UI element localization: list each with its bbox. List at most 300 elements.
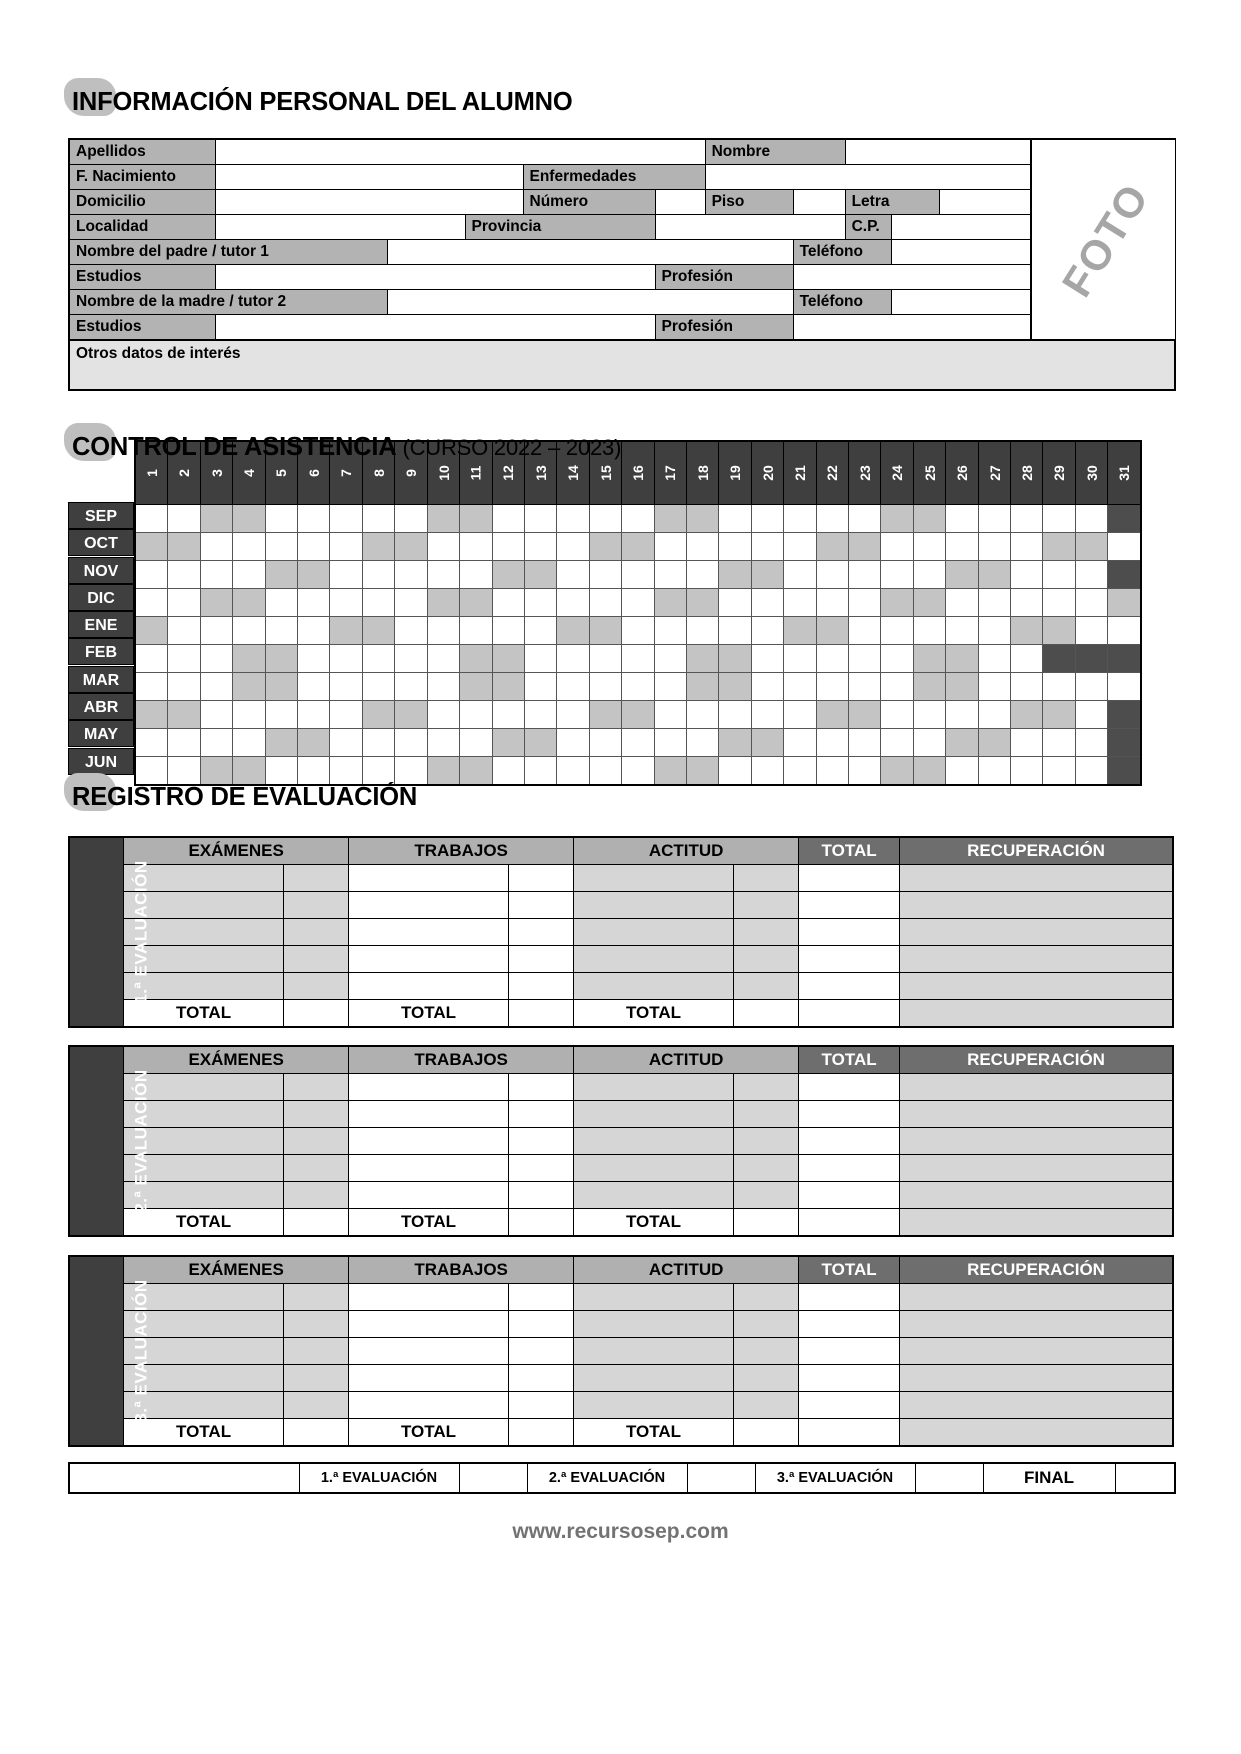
attendance-cell[interactable] <box>427 673 459 701</box>
attendance-cell[interactable] <box>1075 617 1107 645</box>
attendance-cell[interactable] <box>460 505 492 533</box>
attendance-cell[interactable] <box>913 533 945 561</box>
attendance-cell[interactable] <box>1108 589 1141 617</box>
evaluation-input-cell[interactable] <box>900 1365 1173 1392</box>
evaluation-input-cell[interactable] <box>508 1392 573 1419</box>
evaluation-input-cell[interactable] <box>508 1155 573 1182</box>
attendance-cell[interactable] <box>395 645 427 673</box>
attendance-cell[interactable] <box>848 645 880 673</box>
attendance-cell[interactable] <box>492 505 524 533</box>
attendance-cell[interactable] <box>589 533 621 561</box>
attendance-cell[interactable] <box>589 561 621 589</box>
attendance-cell[interactable] <box>589 589 621 617</box>
attendance-cell[interactable] <box>719 617 751 645</box>
attendance-cell[interactable] <box>686 729 718 757</box>
evaluation-input-cell[interactable] <box>799 1338 900 1365</box>
attendance-cell[interactable] <box>200 505 232 533</box>
evaluation-input-cell[interactable] <box>574 1338 734 1365</box>
attendance-cell[interactable] <box>168 701 200 729</box>
attendance-cell[interactable] <box>719 673 751 701</box>
attendance-cell[interactable] <box>686 673 718 701</box>
evaluation-input-cell[interactable] <box>799 1284 900 1311</box>
attendance-cell[interactable] <box>881 673 913 701</box>
evaluation-input-cell[interactable] <box>283 1311 348 1338</box>
attendance-cell[interactable] <box>978 533 1010 561</box>
attendance-cell[interactable] <box>330 505 362 533</box>
attendance-cell[interactable] <box>168 673 200 701</box>
attendance-cell[interactable] <box>978 617 1010 645</box>
attendance-cell[interactable] <box>395 701 427 729</box>
attendance-cell[interactable] <box>719 561 751 589</box>
evaluation-input-cell[interactable] <box>508 1101 573 1128</box>
evaluation-input-cell[interactable] <box>900 1074 1173 1101</box>
attendance-cell[interactable] <box>978 589 1010 617</box>
attendance-cell[interactable] <box>233 589 265 617</box>
attendance-cell[interactable] <box>622 757 654 786</box>
attendance-cell[interactable] <box>881 645 913 673</box>
evaluation-input-cell[interactable] <box>900 1128 1173 1155</box>
attendance-cell[interactable] <box>1108 617 1141 645</box>
evaluation-input-cell[interactable] <box>574 1155 734 1182</box>
attendance-cell[interactable] <box>881 729 913 757</box>
evaluation-input-cell[interactable] <box>349 1365 509 1392</box>
attendance-cell[interactable] <box>654 533 686 561</box>
evaluation-input-cell[interactable] <box>574 1074 734 1101</box>
evaluation-input-cell[interactable] <box>733 1155 798 1182</box>
attendance-cell[interactable] <box>168 589 200 617</box>
attendance-cell[interactable] <box>1011 645 1043 673</box>
attendance-cell[interactable] <box>978 729 1010 757</box>
attendance-cell[interactable] <box>265 645 297 673</box>
evaluation-input-cell[interactable] <box>799 1392 900 1419</box>
evaluation-input-cell[interactable] <box>799 865 900 892</box>
evaluation-input-cell[interactable] <box>733 919 798 946</box>
attendance-cell[interactable] <box>1011 533 1043 561</box>
attendance-cell[interactable] <box>427 589 459 617</box>
attendance-cell[interactable] <box>395 589 427 617</box>
evaluation-input-cell[interactable] <box>799 1311 900 1338</box>
attendance-cell[interactable] <box>524 589 556 617</box>
attendance-cell[interactable] <box>719 505 751 533</box>
attendance-cell[interactable] <box>362 533 394 561</box>
attendance-cell[interactable] <box>265 617 297 645</box>
attendance-cell[interactable] <box>589 701 621 729</box>
attendance-cell[interactable] <box>298 533 330 561</box>
evaluation-input-cell[interactable] <box>799 892 900 919</box>
attendance-cell[interactable] <box>460 533 492 561</box>
attendance-cell[interactable] <box>135 561 168 589</box>
attendance-cell[interactable] <box>362 645 394 673</box>
evaluation-input-cell[interactable] <box>574 1365 734 1392</box>
evaluation-total-value[interactable] <box>733 1209 798 1237</box>
evaluation-input-cell[interactable] <box>349 946 509 973</box>
attendance-cell[interactable] <box>265 533 297 561</box>
attendance-cell[interactable] <box>816 673 848 701</box>
attendance-cell[interactable] <box>913 561 945 589</box>
attendance-cell[interactable] <box>654 561 686 589</box>
attendance-cell[interactable] <box>784 589 816 617</box>
attendance-cell[interactable] <box>492 561 524 589</box>
evaluation-input-cell[interactable] <box>283 1365 348 1392</box>
attendance-cell[interactable] <box>524 701 556 729</box>
evaluation-total-value[interactable] <box>733 1419 798 1447</box>
attendance-cell[interactable] <box>1011 617 1043 645</box>
evaluation-input-cell[interactable] <box>733 1338 798 1365</box>
attendance-cell[interactable] <box>784 757 816 786</box>
attendance-cell[interactable] <box>978 645 1010 673</box>
attendance-cell[interactable] <box>816 561 848 589</box>
attendance-cell[interactable] <box>751 617 783 645</box>
attendance-cell[interactable] <box>946 533 978 561</box>
attendance-cell[interactable] <box>622 617 654 645</box>
evaluation-input-cell[interactable] <box>349 919 509 946</box>
attendance-cell[interactable] <box>784 645 816 673</box>
evaluation-input-cell[interactable] <box>733 1182 798 1209</box>
attendance-cell[interactable] <box>362 729 394 757</box>
evaluation-input-cell[interactable] <box>283 892 348 919</box>
attendance-cell[interactable] <box>1011 757 1043 786</box>
evaluation-input-cell[interactable] <box>733 1311 798 1338</box>
evaluation-input-cell[interactable] <box>508 1182 573 1209</box>
attendance-cell[interactable] <box>1011 505 1043 533</box>
attendance-cell[interactable] <box>816 757 848 786</box>
attendance-cell[interactable] <box>557 617 589 645</box>
evaluation-input-cell[interactable] <box>349 1182 509 1209</box>
attendance-cell[interactable] <box>265 701 297 729</box>
attendance-cell[interactable] <box>330 617 362 645</box>
attendance-cell[interactable] <box>427 561 459 589</box>
evaluation-total-value[interactable] <box>283 1209 348 1237</box>
attendance-cell[interactable] <box>1075 729 1107 757</box>
field-padre[interactable] <box>387 240 793 265</box>
attendance-cell[interactable] <box>881 533 913 561</box>
attendance-cell[interactable] <box>946 617 978 645</box>
attendance-cell[interactable] <box>719 757 751 786</box>
attendance-cell[interactable] <box>719 589 751 617</box>
evaluation-input-cell[interactable] <box>574 892 734 919</box>
attendance-cell[interactable] <box>427 505 459 533</box>
attendance-cell[interactable] <box>719 701 751 729</box>
evaluation-input-cell[interactable] <box>349 973 509 1000</box>
attendance-cell[interactable] <box>492 533 524 561</box>
attendance-cell[interactable] <box>816 533 848 561</box>
evaluation-input-cell[interactable] <box>900 1284 1173 1311</box>
evaluation-input-cell[interactable] <box>283 1182 348 1209</box>
evaluation-input-cell[interactable] <box>283 1128 348 1155</box>
attendance-cell[interactable] <box>622 589 654 617</box>
attendance-cell[interactable] <box>200 617 232 645</box>
attendance-cell[interactable] <box>200 589 232 617</box>
attendance-cell[interactable] <box>589 617 621 645</box>
evaluation-input-cell[interactable] <box>283 1392 348 1419</box>
results-value-3[interactable] <box>915 1463 983 1493</box>
attendance-cell[interactable] <box>622 673 654 701</box>
attendance-cell[interactable] <box>686 701 718 729</box>
attendance-cell[interactable] <box>330 673 362 701</box>
attendance-cell[interactable] <box>848 701 880 729</box>
attendance-cell[interactable] <box>654 673 686 701</box>
attendance-cell[interactable] <box>1108 673 1141 701</box>
evaluation-input-cell[interactable] <box>283 919 348 946</box>
evaluation-input-cell[interactable] <box>799 1182 900 1209</box>
attendance-cell[interactable] <box>654 617 686 645</box>
evaluation-input-cell[interactable] <box>508 865 573 892</box>
attendance-cell[interactable] <box>200 673 232 701</box>
attendance-cell[interactable] <box>913 673 945 701</box>
evaluation-input-cell[interactable] <box>574 919 734 946</box>
evaluation-input-cell[interactable] <box>349 1338 509 1365</box>
attendance-cell[interactable] <box>427 757 459 786</box>
attendance-cell[interactable] <box>330 533 362 561</box>
evaluation-input-cell[interactable] <box>349 1311 509 1338</box>
attendance-cell[interactable] <box>622 533 654 561</box>
attendance-cell[interactable] <box>946 589 978 617</box>
attendance-cell[interactable] <box>135 729 168 757</box>
attendance-cell[interactable] <box>233 561 265 589</box>
field-provincia[interactable] <box>655 215 845 240</box>
attendance-cell[interactable] <box>200 701 232 729</box>
attendance-cell[interactable] <box>362 701 394 729</box>
field-nombre[interactable] <box>845 139 1031 165</box>
attendance-cell[interactable] <box>557 757 589 786</box>
evaluation-input-cell[interactable] <box>349 1284 509 1311</box>
evaluation-input-cell[interactable] <box>799 946 900 973</box>
attendance-cell[interactable] <box>751 701 783 729</box>
attendance-cell[interactable] <box>135 617 168 645</box>
field-numero[interactable] <box>655 190 705 215</box>
attendance-cell[interactable] <box>913 701 945 729</box>
evaluation-input-cell[interactable] <box>349 1074 509 1101</box>
attendance-cell[interactable] <box>1075 589 1107 617</box>
evaluation-grand-total[interactable] <box>799 1209 900 1237</box>
field-estudios-2[interactable] <box>215 315 655 341</box>
evaluation-input-cell[interactable] <box>733 1392 798 1419</box>
evaluation-input-cell[interactable] <box>283 1101 348 1128</box>
attendance-cell[interactable] <box>784 561 816 589</box>
results-value-final[interactable] <box>1115 1463 1175 1493</box>
attendance-cell[interactable] <box>492 701 524 729</box>
attendance-cell[interactable] <box>460 701 492 729</box>
evaluation-total-value[interactable] <box>283 1419 348 1447</box>
evaluation-input-cell[interactable] <box>900 892 1173 919</box>
evaluation-input-cell[interactable] <box>733 973 798 1000</box>
attendance-cell[interactable] <box>524 617 556 645</box>
attendance-cell[interactable] <box>589 757 621 786</box>
attendance-cell[interactable] <box>362 673 394 701</box>
attendance-cell[interactable] <box>654 701 686 729</box>
attendance-cell[interactable] <box>1075 561 1107 589</box>
attendance-cell[interactable] <box>395 561 427 589</box>
attendance-cell[interactable] <box>524 561 556 589</box>
evaluation-input-cell[interactable] <box>900 1392 1173 1419</box>
attendance-cell[interactable] <box>135 701 168 729</box>
evaluation-input-cell[interactable] <box>799 1155 900 1182</box>
attendance-cell[interactable] <box>427 729 459 757</box>
attendance-cell[interactable] <box>1011 673 1043 701</box>
evaluation-total-value[interactable] <box>508 1209 573 1237</box>
attendance-cell[interactable] <box>298 561 330 589</box>
attendance-cell[interactable] <box>848 533 880 561</box>
attendance-cell[interactable] <box>686 561 718 589</box>
evaluation-input-cell[interactable] <box>799 1074 900 1101</box>
evaluation-input-cell[interactable] <box>799 1101 900 1128</box>
attendance-cell[interactable] <box>589 673 621 701</box>
evaluation-input-cell[interactable] <box>900 1155 1173 1182</box>
attendance-cell[interactable] <box>460 617 492 645</box>
attendance-cell[interactable] <box>557 701 589 729</box>
attendance-cell[interactable] <box>233 505 265 533</box>
attendance-cell[interactable] <box>978 701 1010 729</box>
evaluation-input-cell[interactable] <box>508 1128 573 1155</box>
attendance-cell[interactable] <box>200 729 232 757</box>
evaluation-input-cell[interactable] <box>508 1338 573 1365</box>
evaluation-input-cell[interactable] <box>508 1074 573 1101</box>
attendance-cell[interactable] <box>1108 757 1141 786</box>
attendance-cell[interactable] <box>751 673 783 701</box>
attendance-cell[interactable] <box>1108 701 1141 729</box>
attendance-cell[interactable] <box>395 673 427 701</box>
attendance-cell[interactable] <box>654 505 686 533</box>
evaluation-input-cell[interactable] <box>900 919 1173 946</box>
attendance-cell[interactable] <box>848 729 880 757</box>
evaluation-input-cell[interactable] <box>799 973 900 1000</box>
attendance-cell[interactable] <box>1075 533 1107 561</box>
evaluation-input-cell[interactable] <box>349 1128 509 1155</box>
attendance-cell[interactable] <box>233 533 265 561</box>
attendance-cell[interactable] <box>298 589 330 617</box>
evaluation-input-cell[interactable] <box>508 973 573 1000</box>
field-apellidos[interactable] <box>215 139 705 165</box>
attendance-cell[interactable] <box>686 757 718 786</box>
attendance-cell[interactable] <box>848 589 880 617</box>
attendance-cell[interactable] <box>524 533 556 561</box>
attendance-cell[interactable] <box>200 561 232 589</box>
evaluation-input-cell[interactable] <box>733 946 798 973</box>
results-value-1[interactable] <box>459 1463 527 1493</box>
attendance-cell[interactable] <box>784 701 816 729</box>
attendance-cell[interactable] <box>719 645 751 673</box>
attendance-cell[interactable] <box>135 505 168 533</box>
attendance-cell[interactable] <box>460 589 492 617</box>
attendance-cell[interactable] <box>168 617 200 645</box>
attendance-cell[interactable] <box>1043 505 1075 533</box>
attendance-cell[interactable] <box>298 617 330 645</box>
evaluation-input-cell[interactable] <box>508 892 573 919</box>
attendance-cell[interactable] <box>557 561 589 589</box>
attendance-cell[interactable] <box>622 701 654 729</box>
evaluation-input-cell[interactable] <box>508 946 573 973</box>
field-otros-datos[interactable]: Otros datos de interés <box>69 340 1175 390</box>
evaluation-input-cell[interactable] <box>900 1182 1173 1209</box>
attendance-cell[interactable] <box>1108 729 1141 757</box>
evaluation-total-value[interactable] <box>283 1000 348 1028</box>
attendance-cell[interactable] <box>200 645 232 673</box>
evaluation-input-cell[interactable] <box>733 1284 798 1311</box>
attendance-cell[interactable] <box>978 561 1010 589</box>
attendance-cell[interactable] <box>265 589 297 617</box>
attendance-cell[interactable] <box>135 589 168 617</box>
attendance-cell[interactable] <box>784 505 816 533</box>
attendance-cell[interactable] <box>298 701 330 729</box>
attendance-cell[interactable] <box>492 729 524 757</box>
attendance-cell[interactable] <box>1043 645 1075 673</box>
evaluation-input-cell[interactable] <box>900 1101 1173 1128</box>
attendance-cell[interactable] <box>978 505 1010 533</box>
attendance-cell[interactable] <box>135 533 168 561</box>
evaluation-input-cell[interactable] <box>349 892 509 919</box>
attendance-cell[interactable] <box>913 505 945 533</box>
attendance-cell[interactable] <box>1043 729 1075 757</box>
attendance-cell[interactable] <box>946 505 978 533</box>
evaluation-input-cell[interactable] <box>349 1101 509 1128</box>
attendance-cell[interactable] <box>427 645 459 673</box>
evaluation-input-cell[interactable] <box>508 1311 573 1338</box>
attendance-cell[interactable] <box>362 589 394 617</box>
attendance-cell[interactable] <box>1011 729 1043 757</box>
field-estudios-1[interactable] <box>215 265 655 290</box>
attendance-cell[interactable] <box>233 645 265 673</box>
attendance-cell[interactable] <box>298 645 330 673</box>
attendance-cell[interactable] <box>557 673 589 701</box>
attendance-cell[interactable] <box>913 589 945 617</box>
attendance-cell[interactable] <box>1043 533 1075 561</box>
attendance-cell[interactable] <box>427 617 459 645</box>
evaluation-input-cell[interactable] <box>349 1155 509 1182</box>
evaluation-total-value[interactable] <box>508 1419 573 1447</box>
attendance-cell[interactable] <box>1075 645 1107 673</box>
attendance-cell[interactable] <box>492 589 524 617</box>
attendance-cell[interactable] <box>622 729 654 757</box>
attendance-cell[interactable] <box>913 729 945 757</box>
evaluation-input-cell[interactable] <box>733 1365 798 1392</box>
attendance-cell[interactable] <box>330 701 362 729</box>
attendance-cell[interactable] <box>622 645 654 673</box>
attendance-cell[interactable] <box>719 533 751 561</box>
attendance-cell[interactable] <box>816 589 848 617</box>
attendance-cell[interactable] <box>135 645 168 673</box>
attendance-cell[interactable] <box>1108 645 1141 673</box>
field-piso[interactable] <box>793 190 845 215</box>
attendance-cell[interactable] <box>751 757 783 786</box>
results-value-2[interactable] <box>687 1463 755 1493</box>
attendance-cell[interactable] <box>589 505 621 533</box>
attendance-cell[interactable] <box>460 729 492 757</box>
field-madre[interactable] <box>387 290 793 315</box>
attendance-cell[interactable] <box>395 505 427 533</box>
attendance-cell[interactable] <box>946 673 978 701</box>
attendance-cell[interactable] <box>881 757 913 786</box>
attendance-cell[interactable] <box>848 561 880 589</box>
evaluation-input-cell[interactable] <box>900 973 1173 1000</box>
attendance-cell[interactable] <box>913 757 945 786</box>
attendance-cell[interactable] <box>265 561 297 589</box>
evaluation-input-cell[interactable] <box>799 919 900 946</box>
evaluation-input-cell[interactable] <box>574 973 734 1000</box>
attendance-cell[interactable] <box>1011 561 1043 589</box>
attendance-cell[interactable] <box>848 757 880 786</box>
attendance-cell[interactable] <box>395 617 427 645</box>
evaluation-input-cell[interactable] <box>733 865 798 892</box>
field-enfermedades[interactable] <box>705 165 1031 190</box>
attendance-cell[interactable] <box>557 589 589 617</box>
attendance-cell[interactable] <box>1043 673 1075 701</box>
attendance-cell[interactable] <box>622 561 654 589</box>
field-domicilio[interactable] <box>215 190 523 215</box>
attendance-cell[interactable] <box>654 645 686 673</box>
evaluation-input-cell[interactable] <box>349 865 509 892</box>
attendance-cell[interactable] <box>1043 589 1075 617</box>
evaluation-input-cell[interactable] <box>574 1128 734 1155</box>
